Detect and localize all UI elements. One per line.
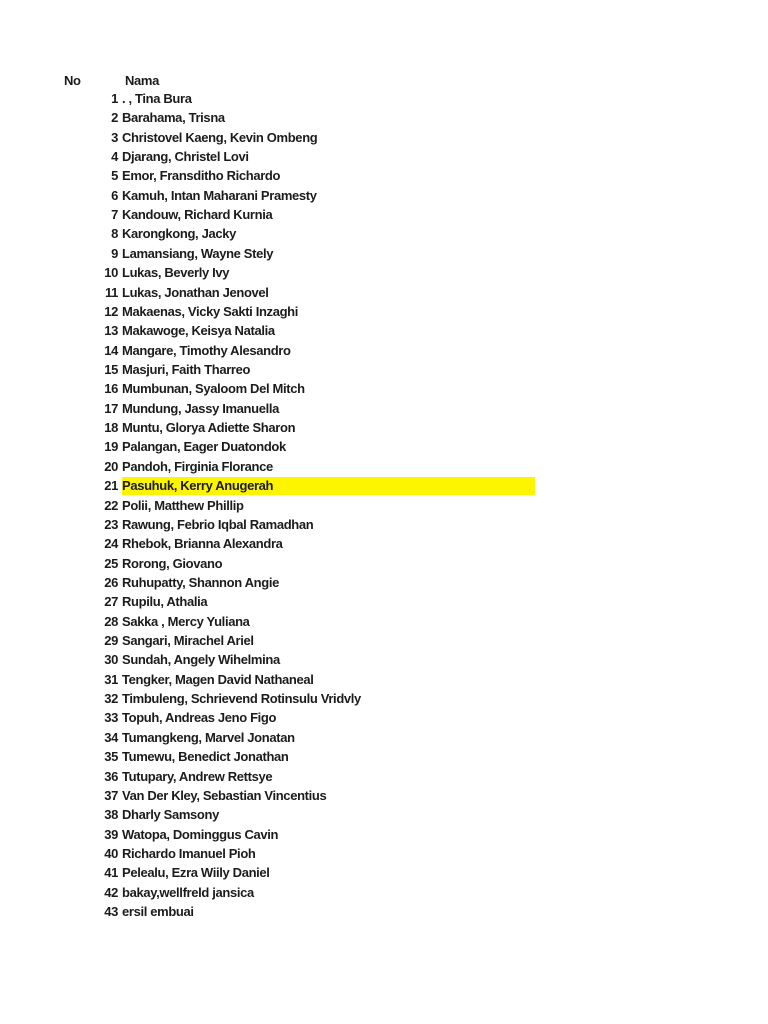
list-item bbox=[0, 592, 768, 611]
row-name: Tumewu, Benedict Jonathan bbox=[122, 749, 289, 765]
list-item bbox=[0, 786, 768, 805]
row-name: Lukas, Beverly Ivy bbox=[122, 265, 230, 281]
row-name: Mangare, Timothy Alesandro bbox=[122, 342, 291, 358]
row-number: 6 bbox=[111, 187, 118, 203]
row-name: Rorong, Giovano bbox=[122, 555, 223, 571]
row-name: Tengker, Magen David Nathaneal bbox=[122, 671, 314, 687]
row-name: Tumangkeng, Marvel Jonatan bbox=[122, 729, 295, 745]
row-name: Pandoh, Firginia Florance bbox=[122, 458, 273, 474]
row-name: Watopa, Dominggus Cavin bbox=[122, 826, 279, 842]
row-name: Christovel Kaeng, Kevin Ombeng bbox=[122, 129, 318, 145]
row-name: Makawoge, Keisya Natalia bbox=[122, 323, 275, 339]
list-item bbox=[0, 766, 768, 785]
row-number: 43 bbox=[104, 904, 118, 920]
list-item bbox=[0, 340, 768, 359]
row-name: Pelealu, Ezra Wiily Daniel bbox=[122, 865, 270, 881]
row-name: Topuh, Andreas Jeno Figo bbox=[122, 710, 277, 726]
row-number: 12 bbox=[104, 303, 118, 319]
list-item bbox=[0, 631, 768, 650]
row-number: 16 bbox=[104, 381, 118, 397]
row-name: Mundung, Jassy Imanuella bbox=[122, 400, 280, 416]
row-number: 33 bbox=[104, 710, 118, 726]
list-item bbox=[0, 147, 768, 166]
row-name: Kamuh, Intan Maharani Pramesty bbox=[122, 187, 317, 203]
row-number: 28 bbox=[104, 613, 118, 629]
list-item bbox=[0, 418, 768, 437]
list-item bbox=[0, 844, 768, 863]
list-item bbox=[0, 457, 768, 476]
row-name: Rawung, Febrio Iqbal Ramadhan bbox=[122, 516, 314, 532]
list-item bbox=[0, 302, 768, 321]
row-number: 20 bbox=[104, 458, 118, 474]
row-number: 42 bbox=[104, 884, 118, 900]
row-number: 25 bbox=[104, 555, 118, 571]
list-item bbox=[0, 399, 768, 418]
row-number: 17 bbox=[104, 400, 118, 416]
row-number: 15 bbox=[104, 362, 118, 377]
list-item bbox=[0, 612, 768, 631]
list-item bbox=[0, 883, 768, 902]
row-number: 2 bbox=[111, 110, 118, 126]
table-header bbox=[0, 71, 768, 90]
row-name: Polii, Matthew Phillip bbox=[122, 497, 244, 513]
row-number: 38 bbox=[104, 807, 118, 823]
row-name: bakay,wellfreld jansica bbox=[122, 884, 254, 900]
row-number: 27 bbox=[104, 594, 118, 610]
row-name: Rhebok, Brianna Alexandra bbox=[122, 536, 283, 552]
row-name: Sakka , Mercy Yuliana bbox=[122, 613, 250, 629]
list-item bbox=[0, 89, 768, 108]
row-number: 1 bbox=[111, 90, 118, 106]
row-number: 35 bbox=[104, 749, 118, 765]
list-item bbox=[0, 805, 768, 824]
list-item bbox=[0, 650, 768, 669]
list-item bbox=[0, 321, 768, 340]
list-item bbox=[0, 224, 768, 243]
row-name: Tutupary, Andrew Rettsye bbox=[122, 768, 273, 784]
row-number: 18 bbox=[104, 420, 118, 436]
list-item bbox=[0, 747, 768, 766]
row-number: 14 bbox=[104, 342, 118, 358]
row-number: 34 bbox=[104, 729, 118, 745]
row-number: 40 bbox=[104, 845, 118, 861]
row-name: Masjuri, Faith Tharreo bbox=[122, 362, 251, 377]
column-header-nama: Nama bbox=[125, 73, 160, 88]
row-name: Kandouw, Richard Kurnia bbox=[122, 207, 273, 223]
row-name: Lukas, Jonathan Jenovel bbox=[122, 284, 269, 300]
row-name-highlighted: Pasuhuk, Kerry Anugerah bbox=[122, 477, 535, 495]
list-item bbox=[0, 263, 768, 282]
row-name: Van Der Kley, Sebastian Vincentius bbox=[122, 787, 327, 803]
row-number: 23 bbox=[104, 516, 118, 532]
list-item bbox=[0, 670, 768, 689]
row-number: 19 bbox=[104, 439, 118, 455]
row-name: Karongkong, Jacky bbox=[122, 226, 236, 242]
list-item bbox=[0, 186, 768, 205]
list-item bbox=[0, 205, 768, 224]
row-number: 13 bbox=[104, 323, 118, 339]
list-item bbox=[0, 515, 768, 534]
list-item bbox=[0, 476, 768, 495]
row-number: 3 bbox=[111, 129, 118, 145]
row-number: 9 bbox=[111, 245, 118, 261]
row-name: Djarang, Christel Lovi bbox=[122, 149, 249, 165]
row-number: 41 bbox=[104, 865, 118, 881]
list-item bbox=[0, 495, 768, 514]
row-name: Muntu, Glorya Adiette Sharon bbox=[122, 420, 296, 436]
row-number: 11 bbox=[104, 284, 118, 300]
row-number: 8 bbox=[111, 226, 118, 242]
list-item bbox=[0, 553, 768, 572]
list-item bbox=[0, 166, 768, 185]
row-number: 21 bbox=[104, 478, 118, 494]
list-item bbox=[0, 728, 768, 747]
row-name: Sangari, Mirachel Ariel bbox=[122, 633, 254, 649]
row-number: 39 bbox=[104, 826, 118, 842]
row-number: 5 bbox=[111, 168, 118, 184]
row-number: 36 bbox=[104, 768, 118, 784]
list-item bbox=[0, 379, 768, 398]
list-item bbox=[0, 244, 768, 263]
row-name: . , Tina Bura bbox=[122, 90, 192, 106]
list-item bbox=[0, 824, 768, 843]
row-number: 32 bbox=[104, 691, 118, 707]
row-name: Timbuleng, Schrievend Rotinsulu Vridvly bbox=[122, 691, 361, 707]
name-list bbox=[0, 89, 768, 921]
row-name: Makaenas, Vicky Sakti Inzaghi bbox=[122, 303, 299, 319]
list-item bbox=[0, 689, 768, 708]
row-name: Rupilu, Athalia bbox=[122, 594, 208, 610]
row-name: ersil embuai bbox=[122, 904, 194, 920]
row-number: 31 bbox=[104, 671, 118, 687]
row-number: 29 bbox=[104, 633, 118, 649]
list-item bbox=[0, 437, 768, 456]
row-name: Richardo Imanuel Pioh bbox=[122, 845, 256, 861]
list-item bbox=[0, 708, 768, 727]
row-number: 22 bbox=[104, 497, 118, 513]
row-name: Sundah, Angely Wihelmina bbox=[122, 652, 280, 668]
row-name: Emor, Fransditho Richardo bbox=[122, 168, 281, 184]
list-item bbox=[0, 282, 768, 301]
row-number: 7 bbox=[111, 207, 118, 223]
row-number: 24 bbox=[104, 536, 118, 552]
row-name: Barahama, Trisna bbox=[122, 110, 225, 126]
row-number: 26 bbox=[104, 574, 118, 590]
list-item bbox=[0, 108, 768, 127]
row-name: Lamansiang, Wayne Stely bbox=[122, 245, 274, 261]
list-item bbox=[0, 360, 768, 379]
row-number: 4 bbox=[111, 149, 118, 165]
list-item bbox=[0, 534, 768, 553]
row-number: 30 bbox=[104, 652, 118, 668]
row-name: Dharly Samsony bbox=[122, 807, 219, 823]
list-item bbox=[0, 902, 768, 921]
row-name: Mumbunan, Syaloom Del Mitch bbox=[122, 381, 305, 397]
list-item bbox=[0, 128, 768, 147]
row-number: 10 bbox=[104, 265, 118, 281]
list-item bbox=[0, 573, 768, 592]
row-name: Palangan, Eager Duatondok bbox=[122, 439, 286, 455]
list-item bbox=[0, 863, 768, 882]
column-header-no: No bbox=[64, 73, 81, 88]
row-number: 37 bbox=[104, 787, 118, 803]
row-name: Ruhupatty, Shannon Angie bbox=[122, 574, 279, 590]
